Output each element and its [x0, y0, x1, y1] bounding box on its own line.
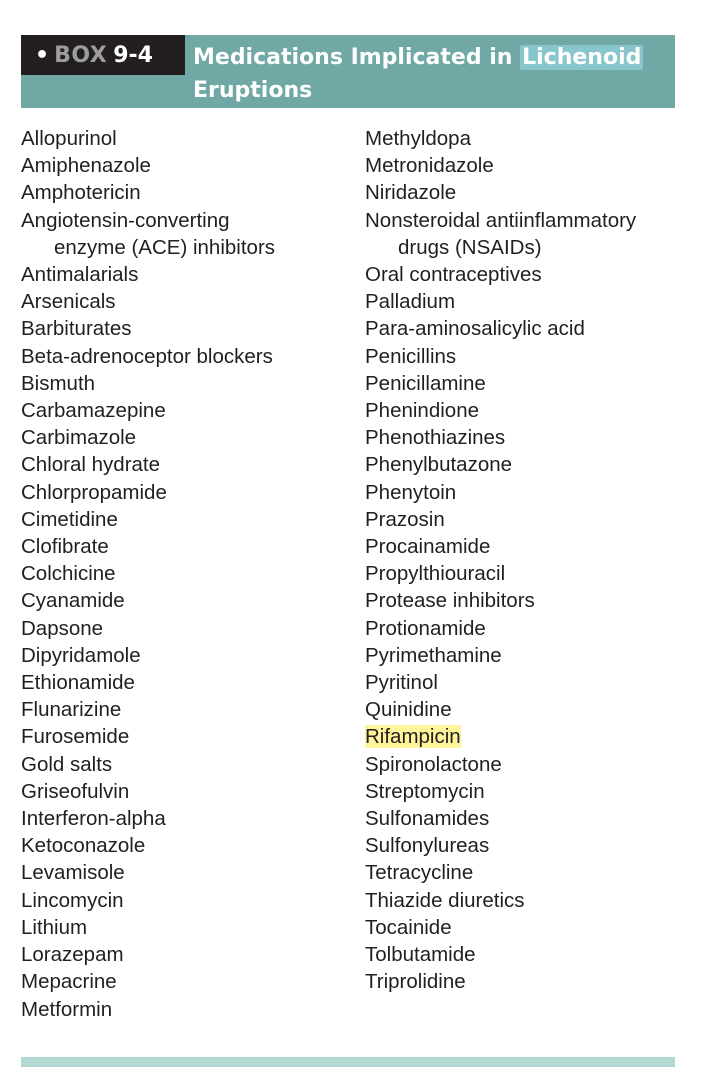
list-item: Prazosin — [365, 507, 445, 531]
bottom-rule — [21, 1057, 675, 1067]
list-item: Thiazide diuretics — [365, 888, 525, 912]
list-item: Mepacrine — [21, 970, 117, 994]
list-item: Flunarizine — [21, 698, 122, 722]
list-item: Sulfonamides — [365, 807, 490, 831]
list-item: Triprolidine — [365, 970, 466, 994]
list-item: Griseofulvin — [21, 779, 130, 803]
list-item: Phenothiazines — [365, 426, 506, 450]
box-title-text-2: Eruptions — [193, 78, 313, 103]
box-label — [21, 35, 185, 75]
list-item-continuation: enzyme (ACE) inhibitors — [54, 235, 276, 259]
list-item: Niridazole — [365, 181, 457, 205]
list-item: Beta-adrenoceptor blockers — [21, 344, 273, 368]
box-title-highlight: Lichenoid — [522, 45, 642, 70]
list-item: Quinidine — [365, 698, 452, 722]
list-item-continuation: drugs (NSAIDs) — [398, 235, 542, 259]
list-item: Chlorpropamide — [21, 480, 167, 504]
list-item: Propylthiouracil — [365, 562, 506, 586]
list-item: Dipyridamole — [21, 643, 141, 667]
list-item: Levamisole — [21, 861, 125, 885]
list-item: Lorazepam — [21, 943, 124, 967]
list-item: Cimetidine — [21, 507, 118, 531]
box-header — [21, 35, 675, 108]
list-item: Methyldopa — [365, 127, 471, 150]
list-item: Metronidazole — [365, 154, 494, 178]
list-item: Furosemide — [21, 725, 130, 749]
list-item: Phenylbutazone — [365, 453, 513, 477]
list-item: Streptomycin — [365, 779, 485, 803]
list-item: Palladium — [365, 290, 456, 314]
list-item — [365, 723, 685, 750]
list-item: Antimalarials — [21, 263, 139, 287]
list-item — [365, 207, 685, 261]
list-item: Interferon-alpha — [21, 807, 166, 831]
list-item-line: Nonsteroidal antiinflammatory — [365, 208, 637, 232]
list-item: Procainamide — [365, 535, 491, 559]
list-item: Phenindione — [365, 399, 479, 423]
list-item: Penicillins — [365, 344, 457, 368]
highlighted-text: Rifampicin — [365, 725, 461, 749]
list-item: Arsenicals — [21, 290, 116, 314]
list-item: Para-aminosalicylic acid — [365, 317, 585, 341]
list-item: Protease inhibitors — [365, 589, 535, 613]
list-item: Cyanamide — [21, 589, 125, 613]
list-item: Pyritinol — [365, 671, 438, 695]
right-column-list — [365, 125, 685, 996]
list-item: Allopurinol — [21, 127, 117, 150]
list-item: Lincomycin — [21, 888, 124, 912]
left-column-list — [21, 125, 351, 1023]
box-title — [193, 41, 663, 107]
box-word: BOX — [54, 43, 108, 68]
list-item: Barbiturates — [21, 317, 132, 341]
list-item: Tolbutamide — [365, 943, 476, 967]
list-item: Gold salts — [21, 752, 113, 776]
bullet-icon: • — [35, 43, 50, 68]
list-item — [21, 207, 351, 261]
list-item: Penicillamine — [365, 371, 486, 395]
list-item: Phenytoin — [365, 480, 457, 504]
list-item: Ketoconazole — [21, 834, 146, 858]
box-title-text: Medications Implicated in — [193, 45, 513, 70]
list-item: Carbamazepine — [21, 399, 166, 423]
list-item: Dapsone — [21, 616, 104, 640]
list-item: Colchicine — [21, 562, 116, 586]
list-item: Chloral hydrate — [21, 453, 161, 477]
list-item: Tocainide — [365, 915, 452, 939]
list-item: Oral contraceptives — [365, 263, 542, 287]
list-item: Bismuth — [21, 371, 96, 395]
list-item: Lithium — [21, 915, 88, 939]
list-item: Metformin — [21, 997, 113, 1021]
list-item: Amiphenazole — [21, 154, 151, 178]
list-item: Ethionamide — [21, 671, 135, 695]
list-item: Tetracycline — [365, 861, 474, 885]
list-item: Spironolactone — [365, 752, 502, 776]
box-number: 9-4 — [113, 43, 153, 68]
list-item: Pyrimethamine — [365, 643, 502, 667]
list-item: Clofibrate — [21, 535, 109, 559]
list-item: Amphotericin — [21, 181, 141, 205]
list-item-line: Angiotensin-converting — [21, 208, 230, 232]
list-item: Sulfonylureas — [365, 834, 490, 858]
list-item: Carbimazole — [21, 426, 137, 450]
list-item: Protionamide — [365, 616, 486, 640]
